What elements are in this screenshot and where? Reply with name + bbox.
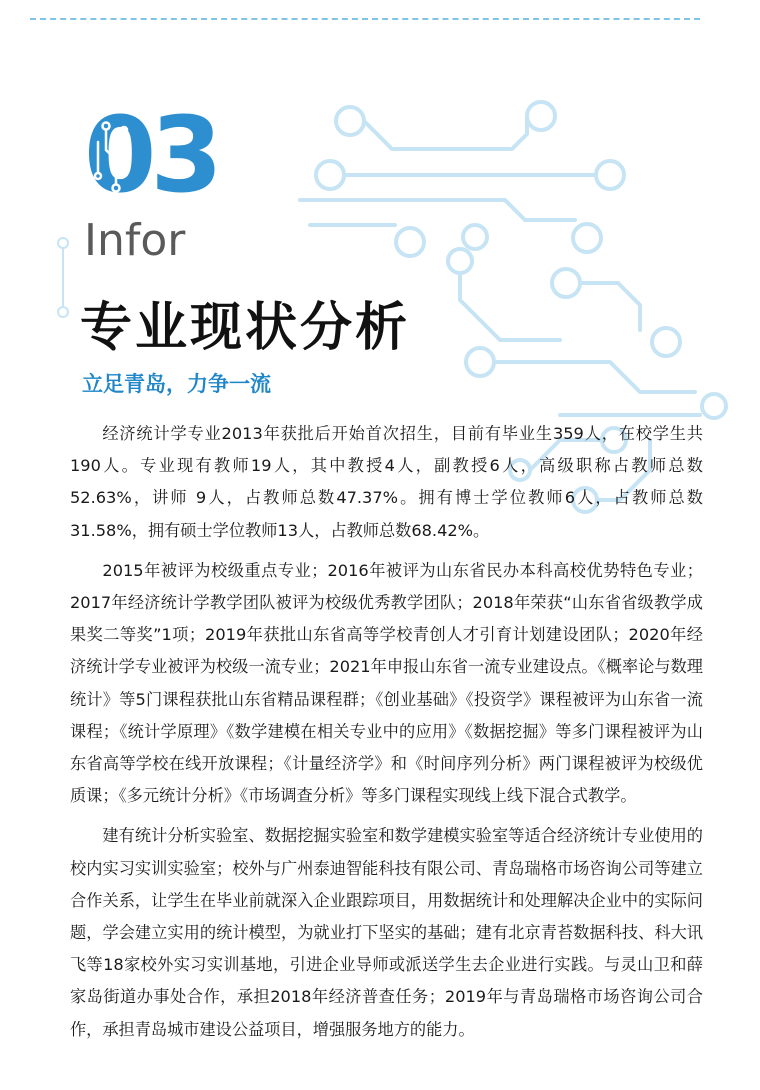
circuit-number-decoration (84, 112, 204, 212)
page-subtitle: 立足青岛，力争一流 (82, 372, 271, 396)
body-text (70, 418, 703, 1054)
paragraph-overview: 经济统计学专业2013年获批后开始首次招生，目前有毕业生359人，在校学生共190人。专业现有教师19人，其中教授4人，副教授6人，高级职称占教师总数52.63%，讲师 9人，占教师总数47.37%。拥有博士学位教师6人，占教师总数31.58%，拥有硕士学位教师13人，占教师总数68.42%。 (70, 424, 703, 540)
section-number: 03 (84, 94, 217, 216)
section-tag: Infor (84, 215, 186, 266)
side-connector-line (56, 236, 70, 326)
page-title: 专业现状分析 (80, 298, 411, 358)
paragraph-practice: 建有统计分析实验室、数据挖掘实验室和数学建模实验室等适合经济统计专业使用的校内实习实训实验室；校外与广州泰迪智能科技有限公司、青岛瑞格市场咨询公司等建立合作关系，让学生在毕业前就深入企业跟踪项目，用数据统计和处理解决企业中的实际问题，学会建立实用的统计模型，为就业打下坚实的基础；建有北京青苔数据科技、科大讯飞等18家校外实习实训基地，引进企业导师或派送学生去企业进行实践。与灵山卫和薛家岛街道办事处合作，承担2018年经济普查任务；2019年与青岛瑞格市场咨询公司合作，承担青岛城市建设公益项目，增强服务地方的能力。 (70, 826, 703, 1039)
paragraph-honors: 2015年被评为校级重点专业；2016年被评为山东省民办本科高校优势特色专业；2017年经济统计学教学团队被评为校级优秀教学团队；2018年荣获“山东省省级教学成果奖二等奖”1项；2019年获批山东省高等学校青创人才引育计划建设团队；2020年经济统计学专业被评为校级一流专业；2021年申报山东省一流专业建设点。《概率论与数理统计》等5门课程获批山东省精品课程群；《创业基础》《投资学》课程被评为山东省一流课程；《统计学原理》《数学建模在相关专业中的应用》《数据挖掘》等多门课程被评为山东省高等学校在线开放课程；《计量经济学》和《时间序列分析》两门课程被评为校级优质课；《多元统计分析》《市场调查分析》等多门课程实现线上线下混合式教学。 (70, 560, 703, 806)
